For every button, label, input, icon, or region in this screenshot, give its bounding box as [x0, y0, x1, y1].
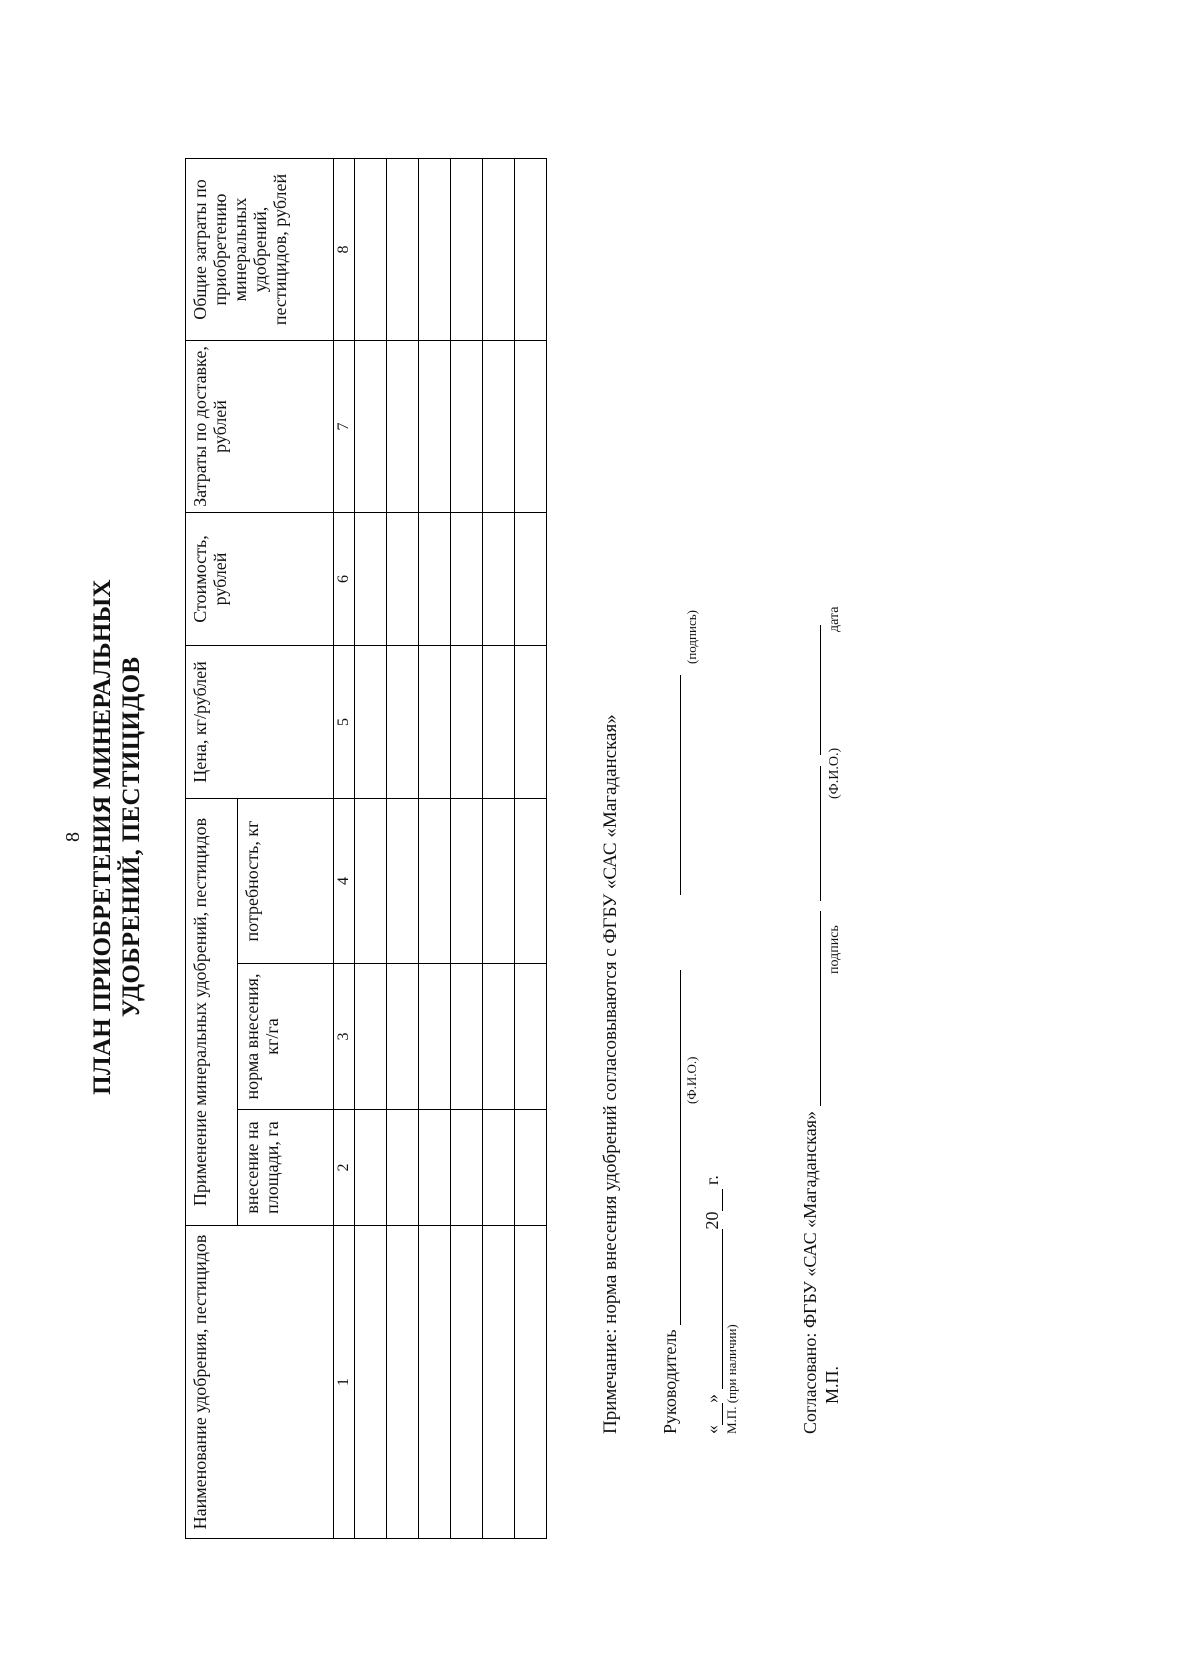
- table-cell: [515, 1110, 547, 1226]
- table-cell: [483, 159, 515, 341]
- agreed-date-field: [802, 626, 821, 756]
- table-row: [451, 159, 483, 1539]
- column-number: 2: [334, 1110, 355, 1226]
- head-signature-line: [660, 675, 681, 1434]
- signature-caption: (подпись): [684, 610, 699, 664]
- table-cell: [419, 799, 451, 964]
- title-line-1: ПЛАН ПРИОБРЕТЕНИЯ МИНЕРАЛЬНЫХ: [89, 579, 116, 1095]
- year-field: [704, 1190, 723, 1212]
- table-cell: [355, 646, 387, 799]
- table-cell: [419, 513, 451, 646]
- table-cell: [515, 513, 547, 646]
- table-cell: [515, 646, 547, 799]
- table-cell: [483, 964, 515, 1110]
- table-cell: [419, 341, 451, 513]
- head-label: Руководитель: [660, 1329, 680, 1434]
- document-title: [88, 0, 146, 1674]
- header-application-area: внесение на площади, га: [238, 1110, 334, 1226]
- header-cost: Стоимость, рублей: [186, 513, 334, 646]
- agreement-line: [800, 626, 821, 1435]
- date-line: «» 20 г.: [702, 1175, 722, 1434]
- table-cell: [419, 1110, 451, 1226]
- table-cell: [387, 1110, 419, 1226]
- table-cell: [355, 799, 387, 964]
- table-cell: [387, 964, 419, 1110]
- table-cell: [515, 159, 547, 341]
- table-cell: [355, 513, 387, 646]
- table-cell: [451, 799, 483, 964]
- agreed-sign-caption: подпись: [827, 925, 842, 974]
- table-cell: [355, 964, 387, 1110]
- agreed-date-caption: дата: [827, 606, 842, 632]
- table-cell: [387, 646, 419, 799]
- header-delivery-costs: Затраты по доставке, рублей: [186, 341, 334, 513]
- table-cell: [419, 1226, 451, 1539]
- table-cell: [419, 646, 451, 799]
- title-line-2: УДОБРЕНИЙ, ПЕСТИЦИДОВ: [118, 656, 145, 1018]
- table-row: [387, 159, 419, 1539]
- agreed-fio-field: [802, 766, 821, 901]
- purchase-plan-table: [185, 158, 547, 1539]
- table-cell: [515, 341, 547, 513]
- column-number: 4: [334, 799, 355, 964]
- table-cell: [387, 799, 419, 964]
- table-row: [355, 159, 387, 1539]
- table-cell: [483, 646, 515, 799]
- header-application-group: Применение минеральных удобрений, пестицидов: [186, 799, 238, 1226]
- table-cell: [387, 1226, 419, 1539]
- header-application-rate: норма внесения, кг/га: [238, 964, 334, 1110]
- table-row: [483, 159, 515, 1539]
- month-field: [704, 1230, 723, 1390]
- table-cell: [483, 1110, 515, 1226]
- fio-caption: (Ф.И.О.): [684, 1056, 699, 1104]
- column-number-row: [334, 159, 355, 1539]
- table-cell: [451, 341, 483, 513]
- table-cell: [419, 159, 451, 341]
- table-cell: [515, 964, 547, 1110]
- column-number: 1: [334, 1226, 355, 1539]
- table-cell: [419, 964, 451, 1110]
- table-cell: [483, 1226, 515, 1539]
- column-number: 7: [334, 341, 355, 513]
- table-cell: [355, 1110, 387, 1226]
- header-total-costs: Общие затраты по приобретению минеральных удобрений, пестицидов, рублей: [186, 159, 334, 341]
- table-row: [515, 159, 547, 1539]
- table-cell: [483, 513, 515, 646]
- table-cell: [451, 1226, 483, 1539]
- header-price: Цена, кг/рублей: [186, 646, 334, 799]
- head-fio-field: [662, 970, 681, 1325]
- header-requirement: потребность, кг: [238, 799, 334, 964]
- table-cell: [355, 159, 387, 341]
- table-cell: [483, 799, 515, 964]
- agreed-fio-caption: (Ф.И.О.): [827, 747, 842, 799]
- table-cell: [387, 159, 419, 341]
- header-fertilizer-name: Наименование удобрения, пестицидов: [186, 1226, 334, 1539]
- column-number: 8: [334, 159, 355, 341]
- head-signature-field: [662, 675, 681, 895]
- table-cell: [451, 646, 483, 799]
- table-cell: [451, 1110, 483, 1226]
- note-text: Примечание: норма внесения удобрений согласовываются с ФГБУ «САС «Магаданская»: [600, 714, 621, 1434]
- table-cell: [515, 799, 547, 964]
- table-cell: [483, 341, 515, 513]
- table-cell: [451, 964, 483, 1110]
- table-body: [334, 159, 547, 1539]
- table-cell: [515, 1226, 547, 1539]
- table-cell: [355, 341, 387, 513]
- table-cell: [451, 513, 483, 646]
- column-number: 6: [334, 513, 355, 646]
- table-cell: [387, 341, 419, 513]
- agreed-stamp: М.П.: [822, 1365, 842, 1404]
- table-cell: [355, 1226, 387, 1539]
- agreed-signature-field: [802, 912, 821, 1107]
- table-cell: [451, 159, 483, 341]
- stamp-note: М.П. (при наличии): [724, 1324, 739, 1434]
- agreed-label: Согласовано: ФГБУ «САС «Магаданская»: [800, 1111, 820, 1434]
- day-field: [704, 1403, 723, 1425]
- table-row: [419, 159, 451, 1539]
- column-number: 5: [334, 646, 355, 799]
- page-number: 8: [62, 832, 84, 842]
- column-number: 3: [334, 964, 355, 1110]
- table-cell: [387, 513, 419, 646]
